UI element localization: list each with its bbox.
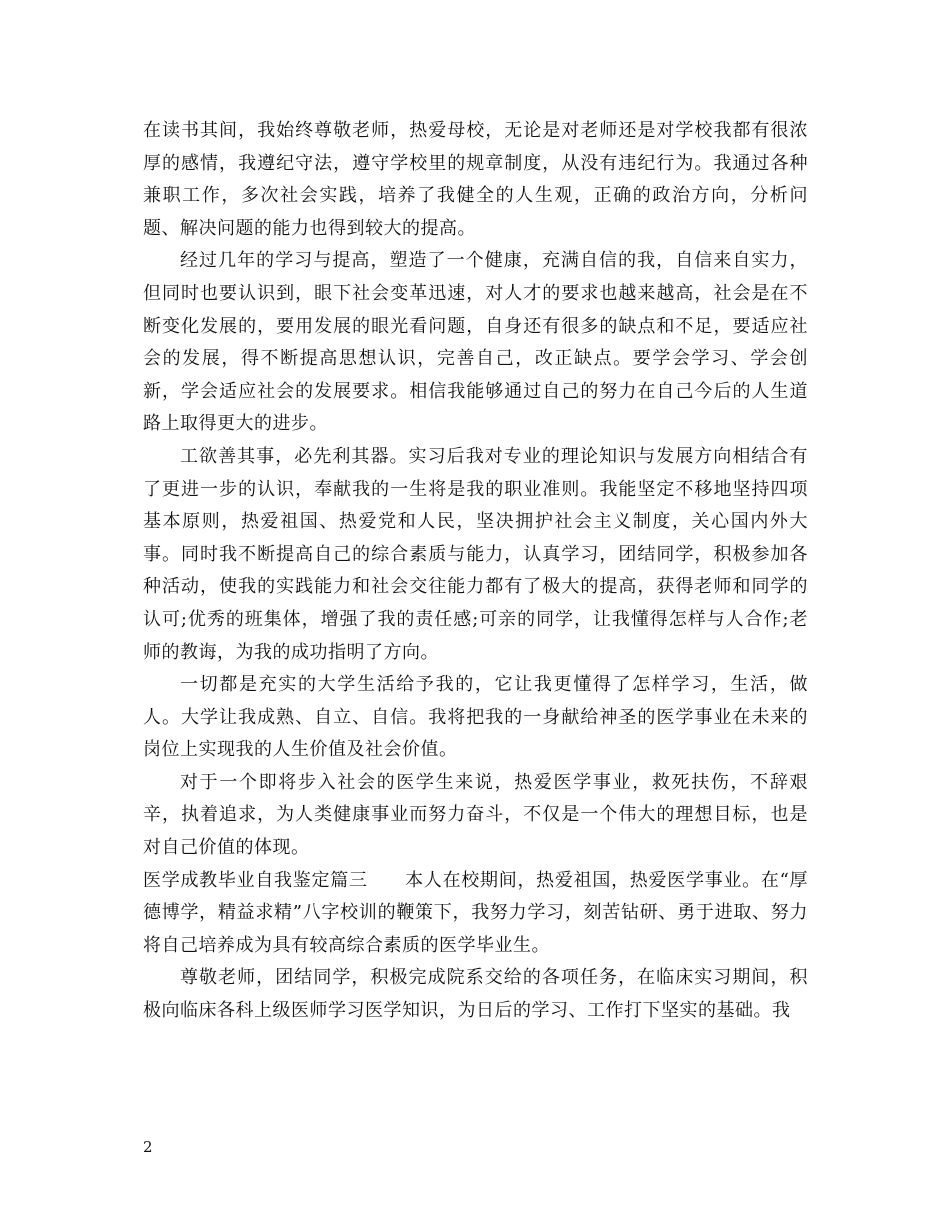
paragraph-6-section-heading: 医学成教毕业自我鉴定篇三 本人在校期间，热爱祖国，热爱医学事业。在“厚德博学，精益求精”八字校训的鞭策下，我努力学习，刻苦钻研、勇于进取、努力将自己培养成为具有较高综合素质的医学毕业生。: [143, 869, 808, 956]
page-number: 2: [143, 1138, 153, 1156]
paragraph-1: 在读书其间，我始终尊敬老师，热爱母校，无论是对老师还是对学校我都有很浓厚的感情，我遵纪守法，遵守学校里的规章制度，从没有违纪行为。我通过各种兼职工作，多次社会实践，培养了我健全的人生观，正确的政治方向，分析问题、解决问题的能力也得到较大的提高。: [143, 120, 808, 239]
paragraph-4: 一切都是充实的大学生活给予我的，它让我更懂得了怎样学习，生活，做人。大学让我成熟、自立、自信。我将把我的一身献给神圣的医学事业在未来的岗位上实现我的人生价值及社会价值。: [143, 674, 808, 761]
paragraph-3: 工欲善其事，必先利其器。实习后我对专业的理论知识与发展方向相结合有了更进一步的认识，奉献我的一生将是我的职业准则。我能坚定不移地坚持四项基本原则，热爱祖国、热爱党和人民，坚决拥护社会主义制度，关心国内外大事。同时我不断提高自己的综合素质与能力，认真学习，团结同学，积极参加各种活动，使我的实践能力和社会交往能力都有了极大的提高，获得老师和同学的认可;优秀的班集体，增强了我的责任感;可亲的同学，让我懂得怎样与人合作;老师的教诲，为我的成功指明了方向。: [143, 445, 808, 663]
paragraph-7: 尊敬老师，团结同学，积极完成院系交给的各项任务，在临床实习期间，积极向临床各科上级医师学习医学知识，为日后的学习、工作打下坚实的基础。我: [143, 967, 808, 1022]
paragraph-2: 经过几年的学习与提高，塑造了一个健康，充满自信的我，自信来自实力，但同时也要认识到，眼下社会变革迅速，对人才的要求也越来越高，社会是在不断变化发展的，要用发展的眼光看问题，自身还有很多的缺点和不足，要适应社会的发展，得不断提高思想认识，完善自己，改正缺点。要学会学习、学会创新，学会适应社会的发展要求。相信我能够通过自己的努力在自己今后的人生道路上取得更大的进步。: [143, 250, 808, 435]
paragraph-5: 对于一个即将步入社会的医学生来说，热爱医学事业，救死扶伤，不辞艰辛，执着追求，为人类健康事业而努力奋斗，不仅是一个伟大的理想目标，也是对自己价值的体现。: [143, 771, 808, 859]
document-body: [143, 115, 808, 1028]
